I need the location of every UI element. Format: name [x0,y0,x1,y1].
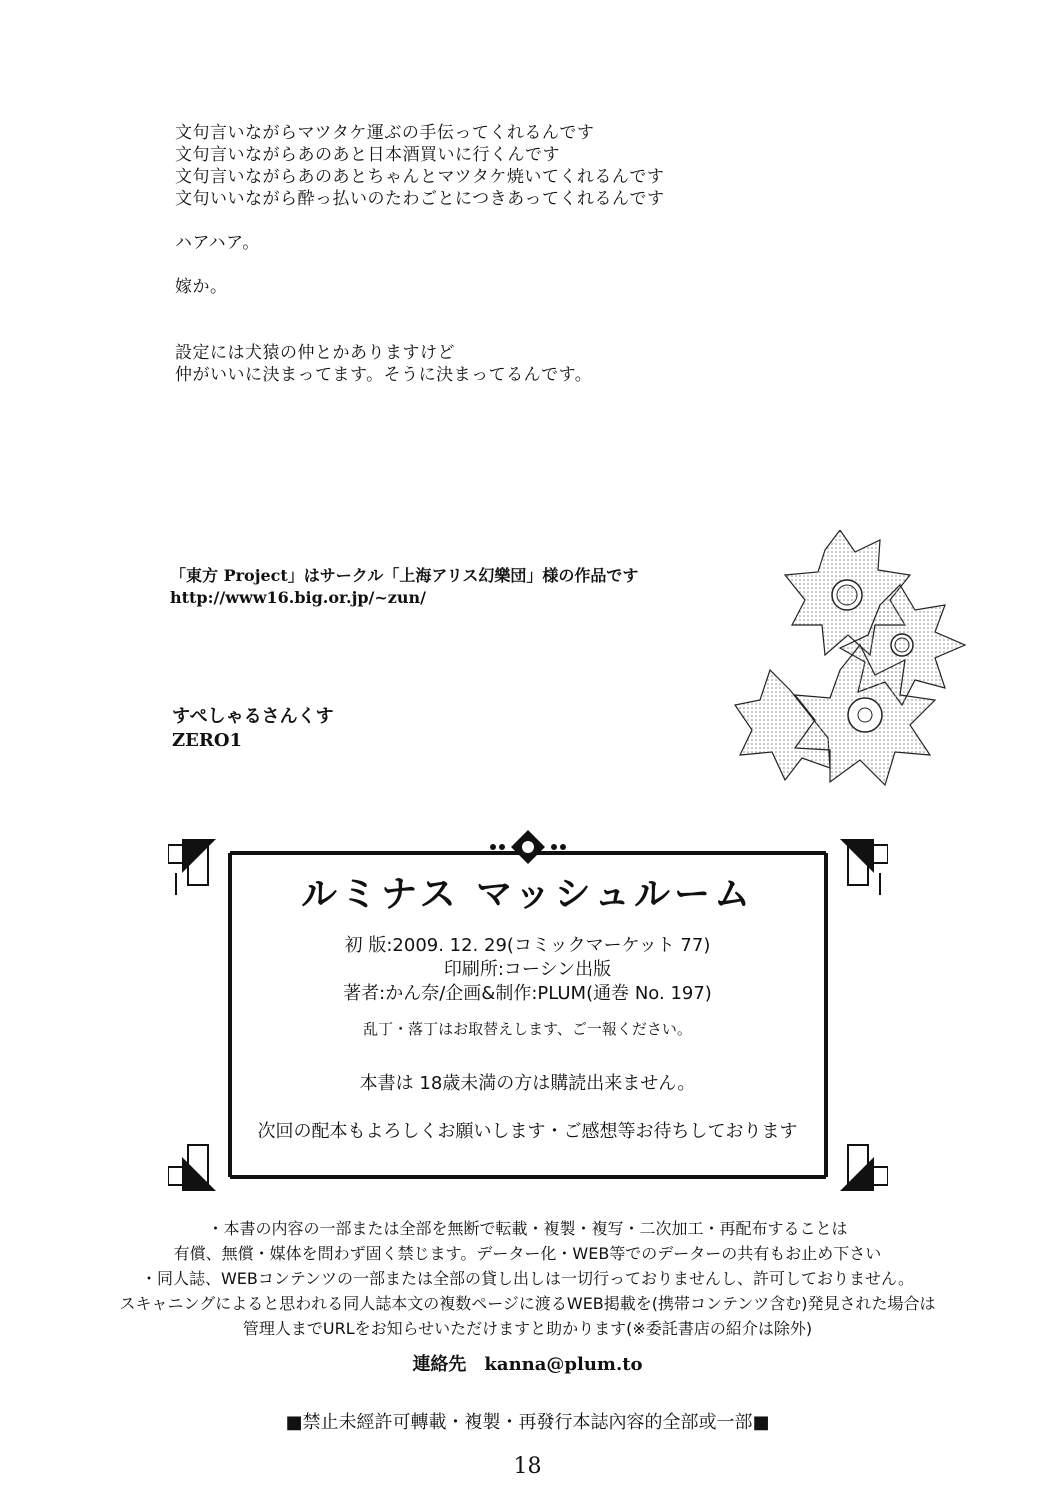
notice-line: ・同人誌、WEBコンテンツの一部または全部の貸し出しは一切行っておりませんし、許可しておりません。 [140,1269,915,1288]
credit-line: 「東方 Project」はサークル「上海アリス幻樂団」様の作品です [170,566,639,585]
author: 著者:かん奈/企画&制作:PLUM(通巻 No. 197) [343,983,712,1004]
copyright-notices [0,1216,1055,1341]
afterword-line: 文句言いながらあのあと日本酒買いに行くんです [175,145,560,165]
notice-line: スキャニングによると思われる同人誌本文の複数ページに渡るWEB掲載を(携帯コンテンツ含む)発見された場合は [119,1294,936,1313]
afterword-line: 文句言いながらマツタケ運ぶの手伝ってくれるんです [175,123,595,143]
afterword-closing-line: 設定には犬猿の仲とかありますけど [175,343,455,363]
notice-line: 有償、無償・媒体を問わず固く禁じます。データー化・WEB等でのデーターの共有もお止め下さい [173,1244,882,1263]
notice-line: 管理人までURLをお知らせいただけますと助かります(※委託書店の紹介は除外) [242,1319,813,1338]
afterword [175,122,665,386]
touhou-credit [170,565,638,609]
special-thanks-heading: すぺしゃるさんくす [172,706,334,727]
first-edition: 初 版:2009. 12. 29(コミックマーケット 77) [344,935,711,956]
afterword-line: 文句言いながらあのあとちゃんとマツタケ焼いてくれるんです [175,167,665,187]
credit-url: http://www16.big.or.jp/~zun/ [170,588,426,607]
flower-illustration [730,530,980,800]
page-number: 18 [513,1454,542,1479]
special-thanks [172,705,334,753]
book-title: ルミナス マッシュルーム [301,874,754,915]
chinese-notice: ■禁止未經許可轉載・複製・再發行本誌內容的全部或一部■ [285,1412,770,1433]
notice-line: ・本書の内容の一部または全部を無断で転載・複製・複写・二次加工・再配布することは [207,1219,848,1238]
afterword-yome: 嫁か。 [175,277,228,297]
afterword-line: 文句いいながら酔っ払いのたわごとにつきあってくれるんです [175,189,665,209]
thanks-message: 次回の配本もよろしくお願いします・ご感想等お待ちしております [257,1121,798,1142]
contact: 連絡先 kanna@plum.to [412,1354,643,1375]
age-notice: 本書は 18歳未満の方は購読出来ません。 [359,1073,696,1094]
afterword-haahaa: ハアハア。 [175,233,260,253]
afterword-closing-line: 仲がいいに決まってます。そうに決まってるんです。 [175,365,593,385]
colophon [175,870,880,1143]
special-thanks-member: ZERO1 [172,730,243,751]
printer: 印刷所:コーシン出版 [443,959,612,980]
misprint-notice: 乱丁・落丁はお取替えします、ご一報ください。 [363,1020,692,1038]
